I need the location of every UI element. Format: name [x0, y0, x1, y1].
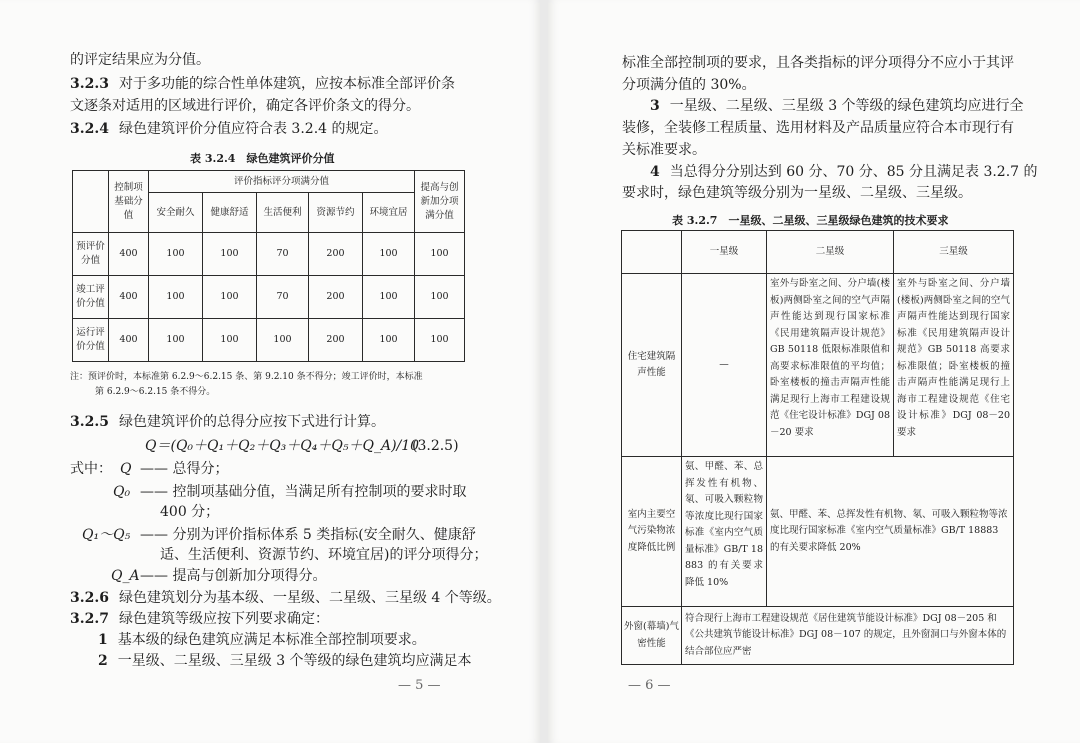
- text-line: —— 控制项基础分值，当满足所有控制项的要求时取: [140, 484, 467, 500]
- list-item: [650, 162, 1038, 182]
- text-line: 标准全部控制项的要求，且各类指标的评分项得分不应小于其评: [622, 55, 1014, 71]
- section-3-2-6: [70, 588, 501, 608]
- text-line: 一星级、二星级、三星级 3 个等级的绿色建筑均应进行全: [669, 98, 1024, 114]
- header-base: 控制项基础分值: [109, 171, 149, 233]
- text-line: 基本级的绿色建筑应满足本标准全部控制项要求。: [117, 632, 426, 648]
- section-3-2-5: [70, 412, 385, 432]
- row-label: 预评价分值: [73, 233, 109, 276]
- table-row: [622, 457, 1014, 607]
- list-item: [98, 651, 472, 671]
- section-3-2-3: [70, 74, 455, 94]
- item-number: 3: [650, 98, 660, 114]
- row-label: 住宅建筑隔声性能: [622, 274, 682, 457]
- cell: 100: [363, 276, 415, 319]
- text-line: 关标准要求。: [622, 142, 706, 158]
- cell: 200: [309, 233, 363, 276]
- cell: —: [682, 274, 767, 457]
- header-bonus: 提高与创新加分项满分值: [415, 171, 465, 233]
- cell: 400: [109, 276, 149, 319]
- cell: 100: [203, 233, 257, 276]
- text-line: 分项满分值的 30%。: [622, 77, 756, 93]
- text-line: 要求时，绿色建筑等级分别为一星级、二星级、三星级。: [622, 185, 972, 201]
- cell: 70: [257, 233, 309, 276]
- header-group: 评价指标评分项满分值: [149, 171, 415, 193]
- table-row: [73, 276, 465, 319]
- row-label: 竣工评价分值: [73, 276, 109, 319]
- cell: 氨、甲醛、苯、总挥发性有机物、氡、可吸入颗粒物等浓度比现行国家标准《室内空气质量标准》GB/T 18883 的有关要求降低 20%: [767, 457, 1014, 607]
- section-number: 3.2.3: [70, 76, 109, 92]
- table-note: 注：预评价时，本标准第 6.2.9～6.2.15 条、第 9.2.10 条不得分；竣工评价时，本标准: [70, 372, 423, 382]
- section-number: 3.2.7: [70, 611, 109, 627]
- table-corner: [622, 231, 682, 274]
- header-two-star: 二星级: [767, 231, 894, 274]
- header-col: 安全耐久: [149, 193, 203, 233]
- cell: 100: [415, 319, 465, 362]
- table-caption: 表 3.2.7 一星级、二星级、三星级绿色建筑的技术要求: [672, 214, 949, 227]
- text-line: —— 分别为评价指标体系 5 类指标(安全耐久、健康舒: [140, 527, 476, 543]
- table-note: 第 6.2.9～6.2.15 条不得分。: [95, 387, 216, 397]
- section-3-2-7: [70, 609, 329, 629]
- where-label: 式中：: [70, 461, 112, 477]
- cell: 100: [363, 319, 415, 362]
- header-col: 生活便利: [257, 193, 309, 233]
- item-number: 4: [650, 164, 660, 180]
- page-right: [548, 0, 1080, 743]
- header-col: 环境宜居: [363, 193, 415, 233]
- score-table: [72, 170, 465, 362]
- table-corner: [73, 171, 109, 233]
- table-row: [622, 274, 1014, 457]
- section-3-2-4: [70, 119, 388, 139]
- symbol: Q₀: [113, 484, 131, 500]
- list-item: [98, 630, 426, 650]
- cell: 200: [309, 276, 363, 319]
- symbol: Q_A: [111, 568, 140, 584]
- section-number: 3.2.4: [70, 121, 109, 137]
- text-line: 绿色建筑划分为基本级、一星级、二星级、三星级 4 个等级。: [118, 590, 501, 606]
- symbol: Q: [120, 461, 132, 477]
- cell: 100: [363, 233, 415, 276]
- text-line: 对于多功能的综合性单体建筑，应按本标准全部评价条: [118, 76, 455, 92]
- cell: 室外与卧室之间、分户墙(楼板)两侧卧室之间的空气声隔声性能达到现行国家标准《民用建筑隔声设计规范》GB 50118 高要求标准限值；卧室楼板的撞击声隔声性能满足现行上海市工程建设规范《住宅设计标准》DGJ 08－20 要求: [894, 274, 1014, 457]
- header-col: 资源节约: [309, 193, 363, 233]
- cell: 100: [203, 319, 257, 362]
- header-three-star: 三星级: [894, 231, 1014, 274]
- cell: 200: [309, 319, 363, 362]
- list-item: [650, 96, 1024, 116]
- page-number: — 5 —: [398, 678, 441, 693]
- header-one-star: 一星级: [682, 231, 767, 274]
- item-number: 1: [98, 632, 108, 648]
- page-number: — 6 —: [628, 678, 671, 693]
- text-line: 绿色建筑等级应按下列要求确定：: [118, 611, 329, 627]
- text-line: 绿色建筑评价的总得分应按下式进行计算。: [118, 414, 385, 430]
- table-row: [73, 319, 465, 362]
- text-line: —— 总得分；: [140, 461, 229, 477]
- section-number: 3.2.6: [70, 590, 109, 606]
- requirements-table: [621, 230, 1014, 665]
- row-label: 外窗(幕墙)气密性能: [622, 607, 682, 665]
- row-label: 运行评价分值: [73, 319, 109, 362]
- cell: 氨、甲醛、苯、总挥发性有机物、氡、可吸入颗粒物等浓度比现行国家标准《室内空气质量标准》GB/T 18883 的有关要求降低 10%: [682, 457, 767, 607]
- cell: 100: [149, 319, 203, 362]
- cell: 100: [203, 276, 257, 319]
- text-line: 适、生活便利、资源节约、环境宜居)的评分项得分；: [160, 547, 488, 563]
- symbol: Q₁～Q₅: [82, 527, 131, 543]
- table-row: [622, 607, 1014, 665]
- row-label: 室内主要空气污染物浓度降低比例: [622, 457, 682, 607]
- text-line: 400 分；: [160, 504, 220, 520]
- cell: 符合现行上海市工程建设规范《居住建筑节能设计标准》DGJ 08－205 和《公共建筑节能设计标准》DGJ 08－107 的规定，且外窗洞口与外窗本体的结合部位应严密: [682, 607, 1014, 665]
- section-number: 3.2.5: [70, 414, 109, 430]
- text-line: 文逐条对适用的区域进行评价，确定各评价条文的得分。: [70, 98, 420, 114]
- text-line: —— 提高与创新加分项得分。: [140, 568, 327, 584]
- text-line: 的评定结果应为分值。: [70, 52, 210, 68]
- table-caption: 表 3.2.4 绿色建筑评价分值: [190, 152, 335, 165]
- cell: 100: [257, 319, 309, 362]
- cell: 400: [109, 233, 149, 276]
- text-line: 装修，全装修工程质量、选用材料及产品质量应符合本市现行有: [622, 120, 1014, 136]
- text-line: 绿色建筑评价分值应符合表 3.2.4 的规定。: [118, 121, 388, 137]
- formula: Q＝(Q₀＋Q₁＋Q₂＋Q₃＋Q₄＋Q₅＋Q_A)/10: [145, 438, 420, 454]
- cell: 100: [415, 233, 465, 276]
- cell: 室外与卧室之间、分户墙(楼板)两侧卧室之间的空气声隔声性能达到现行国家标准《民用建筑隔声设计规范》GB 50118 低限标准限值和高要求标准限值的平均值；卧室楼板的撞击声隔声性能满足现行上海市工程建设规范《住宅设计标准》DGJ 08－20 要求: [767, 274, 894, 457]
- text-line: 一星级、二星级、三星级 3 个等级的绿色建筑均应满足本: [117, 653, 472, 669]
- table-row: [73, 233, 465, 276]
- item-number: 2: [98, 653, 108, 669]
- text-line: 当总得分分别达到 60 分、70 分、85 分且满足表 3.2.7 的: [669, 164, 1038, 180]
- formula-number: (3.2.5): [412, 438, 459, 454]
- cell: 400: [109, 319, 149, 362]
- cell: 70: [257, 276, 309, 319]
- cell: 100: [415, 276, 465, 319]
- header-col: 健康舒适: [203, 193, 257, 233]
- cell: 100: [149, 233, 203, 276]
- cell: 100: [149, 276, 203, 319]
